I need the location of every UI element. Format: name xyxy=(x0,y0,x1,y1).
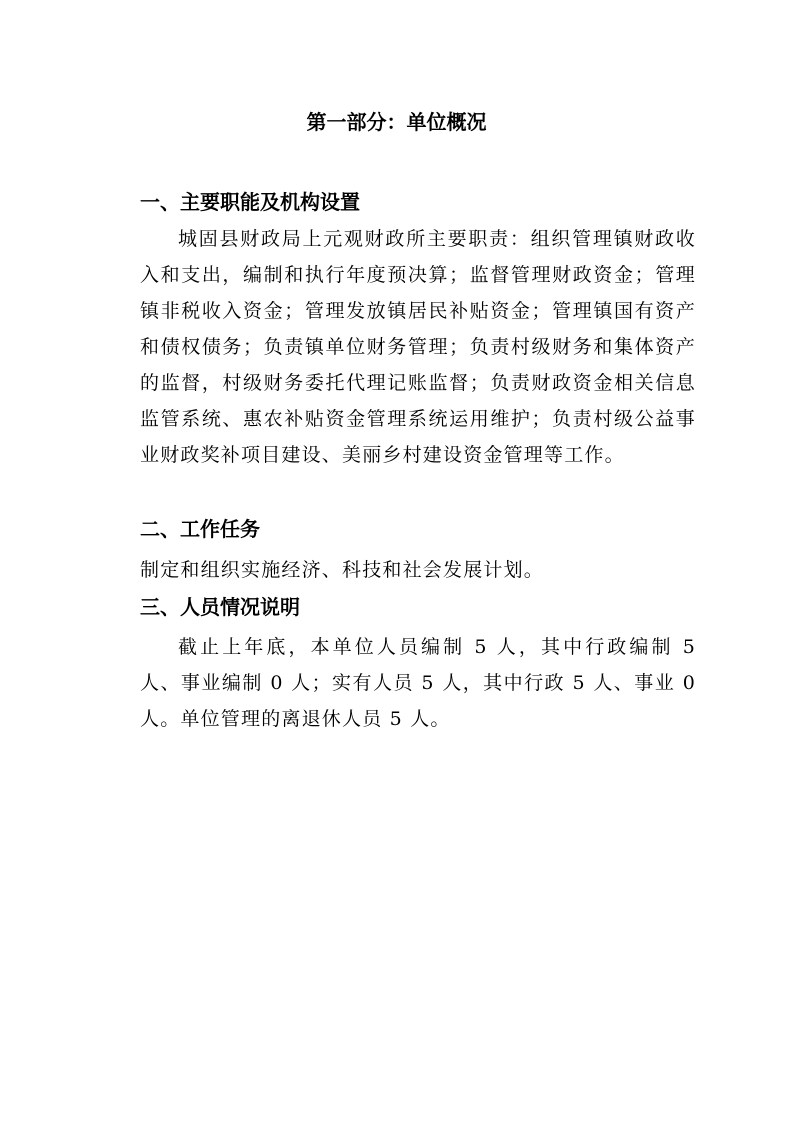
section-heading-staff: 三、人员情况说明 xyxy=(140,595,300,619)
section-text-tasks: 制定和组织实施经济、科技和社会发展计划。 xyxy=(140,559,545,581)
section-heading-tasks: 二、工作任务 xyxy=(140,517,260,541)
section-text-staff: 截止上年底，本单位人员编制 5 人，其中行政编制 5 人、事业编制 0 人；实有人员 5 人，其中行政 5 人、事业 0 人。单位管理的离退休人员 5 人。 xyxy=(140,636,696,730)
page-title: 第一部分：单位概况 xyxy=(306,110,487,134)
section-text-functions: 城固县财政局上元观财政所主要职责：组织管理镇财政收入和支出，编制和执行年度预决算；监督管理财政资金；管理镇非税收入资金；管理发放镇居民补贴资金；管理镇国有资产和债权债务；负责镇单位财务管理；负责村级财务和集体资产的监督，村级财务委托代理记账监督；负责财政资金相关信息监管系统、惠农补贴资金管理系统运用维护；负责村级公益事业财政奖补项目建设、美丽乡村建设资金管理等工作。 xyxy=(140,228,696,466)
section-heading-functions: 一、主要职能及机构设置 xyxy=(140,190,360,214)
